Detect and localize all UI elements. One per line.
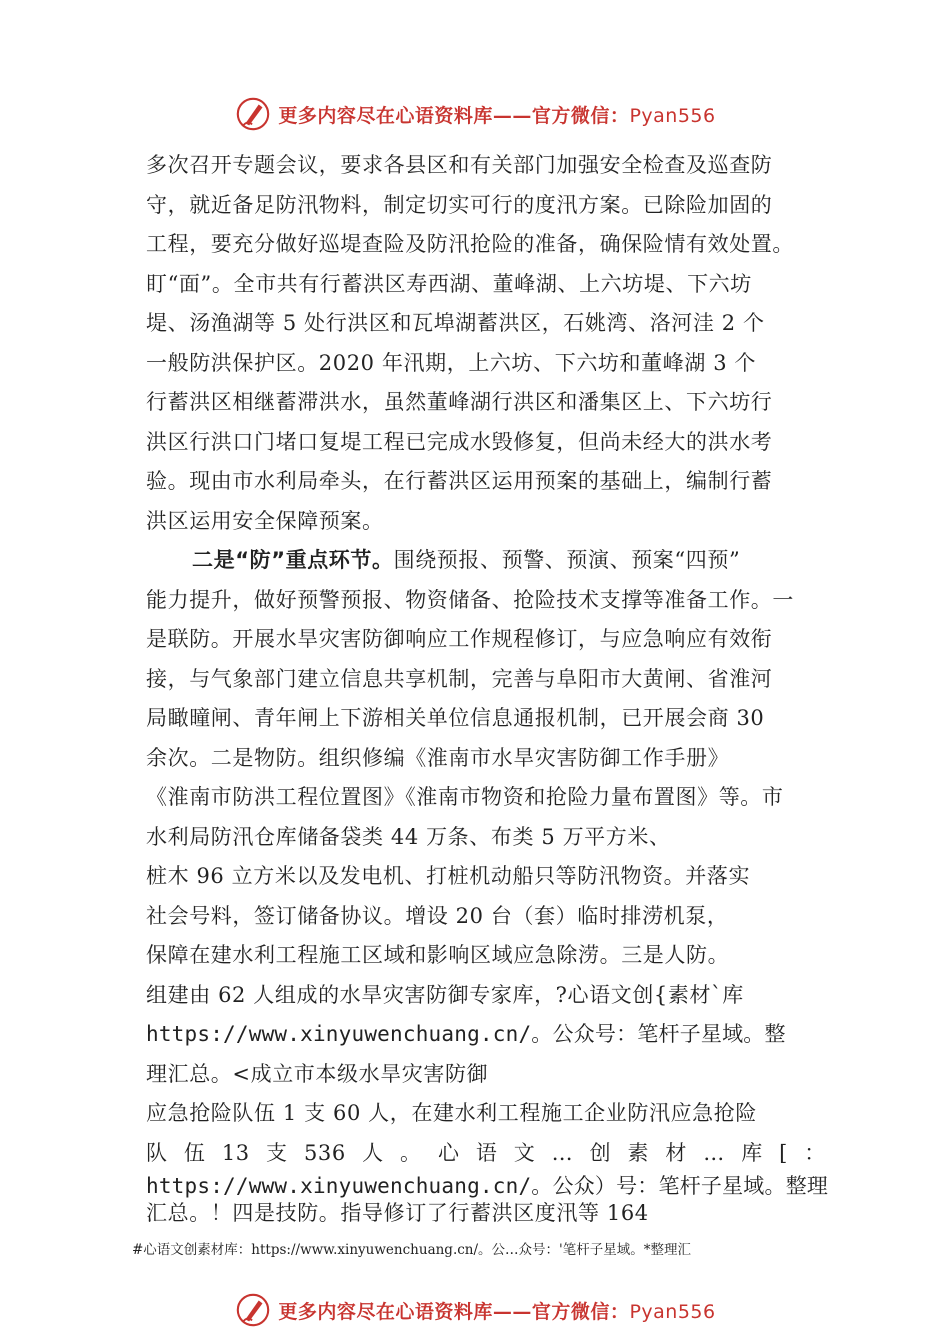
text-line: 守，就近备足防汛物料，制定切实可行的度汛方案。已除险加固的 xyxy=(146,192,773,217)
text-line: 《淮南市防洪工程位置图》《淮南市物资和抢险力量布置图》等。市 xyxy=(146,785,784,809)
spaced-token: … xyxy=(703,1140,725,1165)
spaced-token: … xyxy=(551,1140,574,1165)
footer-separator: —— xyxy=(492,1300,532,1323)
text-line: 行蓄洪区相继蓄滞洪水，虽然董峰湖行洪区和潘集区上、下六坊行 xyxy=(146,390,773,414)
footer-label: 官方微信： xyxy=(531,1300,630,1323)
spaced-token: 语 xyxy=(475,1140,498,1165)
text-line: 社会号料，签订储备协议。增设 20 台（套）临时排涝机泵， xyxy=(146,903,729,928)
header-label: 官方微信： xyxy=(531,104,630,127)
footer-banner xyxy=(0,1290,950,1330)
spaced-token: 支 xyxy=(266,1140,288,1165)
header-text xyxy=(278,101,715,128)
spaced-token: 伍 xyxy=(183,1140,206,1165)
paragraph-start xyxy=(146,541,826,581)
text-line: 洪区行洪口门堵口复堤工程已完成水毁修复，但尚未经大的洪水考 xyxy=(146,429,773,454)
header-separator: —— xyxy=(492,104,532,127)
text-line: 保障在建水利工程施工区域和影响区域应急除涝。三是人防。 xyxy=(146,943,730,967)
text-line: 验。现由市水利局牵头，在行蓄洪区运用预案的基础上，编制行蓄 xyxy=(146,469,773,493)
footer-handle: Pyan556 xyxy=(629,1300,716,1323)
text-line: 理汇总。<成立市本级水旱灾害防御 xyxy=(146,1061,489,1086)
spaced-token: 。 xyxy=(400,1140,422,1165)
text-line: 水利局防汛仓库储备袋类 44 万条、布类 5 万平方米、 xyxy=(146,824,671,849)
text-line: 是联防。开展水旱灾害防御响应工作规程修订，与应急响应有效衔 xyxy=(146,627,773,651)
footer-watermark-note: #心语文创素材库：https://www.xinyuwenchuang.cn/。公…众号：'笔杆子星域。*整理汇 xyxy=(132,1242,692,1258)
header-banner xyxy=(0,94,950,134)
header-handle: Pyan556 xyxy=(629,104,716,127)
spaced-token: 素 xyxy=(627,1140,650,1165)
footer-text xyxy=(278,1297,715,1324)
pen-logo-icon xyxy=(234,95,272,133)
text-line: 桩木 96 立方米以及发电机、打桩机动船只等防汛物资。并落实 xyxy=(146,864,751,888)
spaced-token: 536 xyxy=(303,1140,346,1165)
spaced-token: 人 xyxy=(362,1140,384,1165)
header-brand: 更多内容尽在心语资料库 xyxy=(278,104,493,127)
spaced-token: 材 xyxy=(665,1140,687,1165)
spaced-justified-line xyxy=(146,1134,826,1174)
text-line: 应急抢险队伍 1 支 60 人，在建水利工程施工企业防汛应急抢险 xyxy=(146,1101,757,1125)
paragraph-first-text: 围绕预报、预警、预演、预案“四预” xyxy=(393,548,741,572)
text-line: 汇总。！四是技防。指导修订了行蓄洪区度汛等 164 xyxy=(146,1201,649,1225)
text-line-url: https://www.xinyuwenchuang.cn/。公众号：笔杆子星域。整 xyxy=(146,1022,786,1046)
text-line: 多次召开专题会议，要求各县区和有关部门加强安全检查及巡查防 xyxy=(146,153,773,177)
spaced-token: ： xyxy=(804,1140,826,1165)
document-body xyxy=(146,146,829,1227)
text-line: 余次。二是物防。组织修编《淮南市水旱灾害防御工作手册》 xyxy=(146,745,730,770)
text-line: 堤、汤渔湖等 5 处行洪区和瓦埠湖蓄洪区，石姚湾、洛河洼 2 个 xyxy=(146,311,765,335)
spaced-token: 队 xyxy=(146,1140,168,1165)
text-line: 接，与气象部门建立信息共享机制，完善与阜阳市大黄闸、省淮河 xyxy=(146,666,773,691)
text-line: 能力提升，做好预警预报、物资储备、抢险技术支撑等准备工作。一 xyxy=(146,587,794,612)
text-line: 局瞰曈闸、青年闸上下游相关单位信息通报机制，已开展会商 30 xyxy=(146,706,765,730)
spaced-token: 13 xyxy=(221,1140,250,1165)
spaced-token: 文 xyxy=(513,1140,536,1165)
spaced-token: 心 xyxy=(437,1140,460,1165)
text-line: 盯“面”。全市共有行蓄洪区寿西湖、董峰湖、上六坊堤、下六坊 xyxy=(146,271,752,296)
text-line: 工程，要充分做好巡堤查险及防汛抢险的准备，确保险情有效处置。 xyxy=(146,232,794,256)
text-line: 洪区运用安全保障预案。 xyxy=(146,508,384,533)
text-line: 一般防洪保护区。2020 年汛期，上六坊、下六坊和董峰湖 3 个 xyxy=(146,350,757,375)
text-line-url: https://www.xinyuwenchuang.cn/。公众）号：笔杆子星域。整理 xyxy=(146,1174,829,1198)
paragraph-heading: 二是“防”重点环节。 xyxy=(192,548,394,572)
footer-brand: 更多内容尽在心语资料库 xyxy=(278,1300,493,1323)
pen-logo-icon xyxy=(234,1291,272,1329)
spaced-token: 库 xyxy=(741,1140,763,1165)
text-line: 组建由 62 人组成的水旱灾害防御专家库，?心语文创{素材`库 xyxy=(146,982,744,1007)
spaced-token: 创 xyxy=(589,1140,612,1165)
spaced-token: [ xyxy=(779,1140,788,1165)
